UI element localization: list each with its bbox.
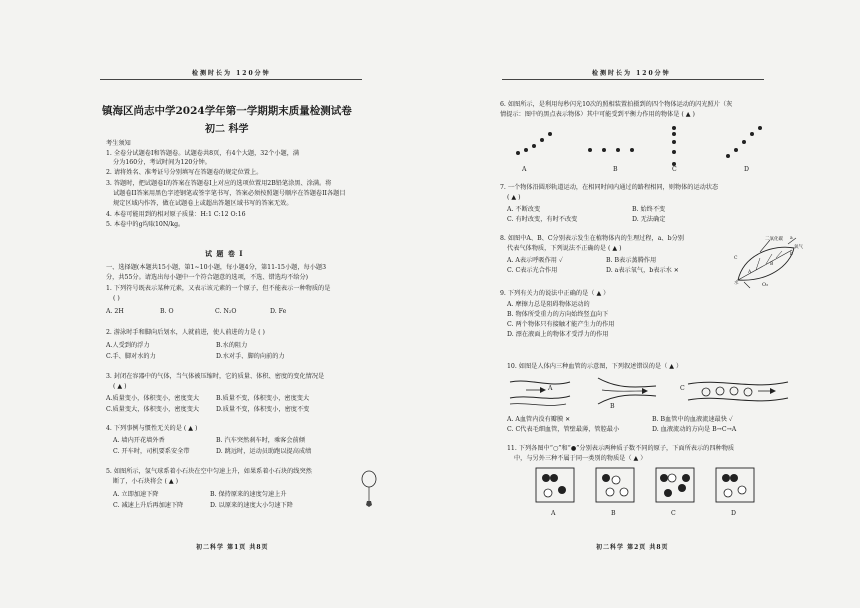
notice-line: 5. 本卷中的g均取10N/kg。 [106,221,185,228]
question-6-stem: 6. 如图所示，是利用每秒闪光10次的照相装置拍摄到的四个物体运动的闪光照片（灰 [500,101,733,108]
header-rule [100,79,362,80]
exam-title: 镇海区尚志中学2024学年第一学期期末质量检测试卷 [102,105,352,117]
question-8-stem: 代表气体物质，下列说法不正确的是 ( ▲ ) [507,245,622,252]
question-7-stem: 7. 一个物体沿圆形轨道运动，在相同时间内通过的路程相同，则物体的运动状态 [500,184,719,191]
figure-label: O₂ [762,282,769,288]
exam-subtitle: 初二 科学 [205,124,249,135]
figure-label: b [790,252,793,257]
figure-label: D [744,166,749,173]
figure-label: C [680,385,685,392]
figure-label: B [613,166,618,173]
section-intro: 一、选择题(本题共15小题，第1~10小题，每小题4分，第11-15小题，每小题3 [106,264,327,271]
notice-line: 规定区域内作答，做在试题卷上或超出答题区域书写的答案无效。 [113,200,293,207]
option-b: B. B表示蒸腾作用 [606,257,657,264]
option-a: A. 不断改变 [507,206,541,213]
question-2-stem: 2. 游泳时手和脚向后划水，人就前进，使人前进的力是 ( ) [106,329,265,336]
question-3-stem: 3. 封闭在容器中的气体，当气体被压缩时，它的质量、体积、密度的变化情况是 [106,373,325,380]
question-11-stem: 中，与另外三种不属于同一类别的物质是（ ▲ ） [514,455,647,462]
figure-label: A [522,166,527,173]
option-d: D. 跳远时，运动员助跑以提高成绩 [216,448,312,455]
section-title: 试 题 卷 I [205,249,244,258]
notice-heading: 考生须知 [106,140,131,147]
figure-label: B [611,510,616,517]
figure-label: a [790,236,793,241]
notice-line: 3. 答题时，把试题卷I的答案在答题卷I上对应的选项位置用2B铅笔涂黑、涂满。将 [106,180,332,187]
balloon-stone-figure [356,470,382,510]
option-d: D. 无法确定 [632,216,666,223]
option-a: A. A表示呼吸作用 ✓ [507,257,563,264]
option-a: A. 2H [106,308,124,315]
option-d: D. Fe [270,308,287,315]
option-c: C.手、脚对水的力 [106,353,156,360]
question-7-stem: ( ▲ ) [507,194,521,201]
option-d: D.质量不变，体积变小，密度不变 [216,406,310,413]
figure-label: B [610,403,615,410]
option-b: B. 始终不变 [632,206,666,213]
option-b: B.质量不变，体积变小，密度变大 [216,395,310,402]
figure-label: 二氧化碳 [765,237,783,242]
notice-line: 1. 全卷分试题卷I和答题卷。试题卷共8页，有4个大题，32个小题，满 [106,150,300,157]
notice-line: 分为160分，考试时间为120分钟。 [113,159,211,166]
figure-label: C [672,166,677,173]
question-8-stem: 8. 如图中A、B、C分别表示发生在植物体内的生理过程，a、b分别 [500,235,684,242]
page-2 [430,0,860,608]
option-a: A.质量变小，体积变小，密度变大 [106,395,200,402]
figure-label: 氧气 [794,245,803,250]
figure-label: C [671,510,676,517]
option-a: A. A血管内没有瓣膜 ✕ [507,416,571,423]
option-a: A. 墙内开花墙外香 [113,437,165,444]
question-5-stem: 5. 如图所示，氢气球系着小石块在空中匀速上升，如果系着小石块的线突然 [106,468,312,475]
option-b: B. 汽车突然刹车时，乘客会前倾 [216,437,305,444]
question-4-stem: 4. 下列事例与惯性无关的是 ( ▲ ) [106,425,198,432]
notice-line: 试题卷II答案用黑色字迹钢笔或签字笔书写，答案必须按照题号顺序在答题卷II各题目 [113,190,346,197]
option-d: D. 以原来的速度大小匀速下降 [210,502,293,509]
option-d: D. a表示氧气，b表示水 ✕ [606,267,679,274]
option-b: B. B血管中的血液流速最快 ✓ [652,416,733,423]
option-c: C. 有时改变，有时不改变 [507,216,578,223]
option-d: D. 漂在液面上的物体才受浮力的作用 [507,331,609,338]
option-a: A. 摩擦力总是阻碍物体运动的 [507,301,590,308]
option-a: A.人受到的浮力 [106,342,150,349]
option-b: B.水的阻力 [216,342,248,349]
option-c: C. C表示光合作用 [507,267,558,274]
figure-label: A [548,385,553,392]
flash-photo-figure [512,120,772,172]
answer-mark: ( ▲ ) [113,383,127,390]
notice-line: 2. 请将姓名、准考证号分别填写在答题卷的规定位置上。 [106,169,263,176]
question-1-stem: 1. 下列符号既表示某种元素，又表示该元素的一个原子，但不能表示一种物质的是 [106,285,331,292]
option-c: C. 减速上升后再加速下降 [113,502,184,509]
option-c: C. N₂O [215,308,237,315]
question-9-stem: 9. 下列有关力的说法中正确的是（ ▲ ） [500,290,610,297]
molecule-figure [534,466,774,506]
question-6-stem: 情提示：图中的黑点表示物体）其中可能受到平衡力作用的物体是 ( ▲ ) [500,111,695,118]
question-10-stem: 10. 如图是人体内三种血管的示意图，下列叙述错误的是（ ▲ ） [507,363,683,370]
option-a: A. 立即加速下降 [113,491,159,498]
option-b: B. O [160,308,174,315]
figure-label: A [551,510,556,517]
option-c: C.质量变大，体积变小，密度变大 [106,406,200,413]
option-d: D.水对手、脚的向前的力 [216,353,285,360]
header-rule [502,79,764,80]
option-b: B. 保持原来的速度匀速上升 [210,491,287,498]
page-footer: 初二科学 第2页 共8页 [596,544,669,551]
option-d: D. 血液流动的方向是 B→C→A [652,426,737,433]
question-1-stem: ( ) [113,295,120,302]
figure-label: B [770,262,774,267]
figure-label: C [734,256,738,261]
option-c: C. 两个物体只有接触才能产生力的作用 [507,321,615,328]
question-11-stem: 11. 下列各图中“○”和“●”分别表示两种质子数不同的原子，下面所表示的四种物质 [507,445,735,452]
option-b: B. 物体所受重力的方向始终竖直向下 [507,311,609,318]
page-footer: 初二科学 第1页 共8页 [196,544,269,551]
page-header: 检测时长为 120分钟 [592,70,671,77]
notice-line: 4. 本卷可能用到的相对原子质量：H:1 C:12 O:16 [106,211,246,218]
figure-label: D [731,510,736,517]
question-5-stem: 断了，小石块将会 ( ▲ ) [113,478,178,485]
section-intro: 分，共55分。请选出每小题中一个符合题意的选项，不选、错选均不给分) [106,274,309,281]
figure-label: A [748,270,752,275]
page-header: 检测时长为 120分钟 [192,70,271,77]
option-c: C. 开车时，司机要系安全带 [113,448,190,455]
figure-label: 水 [734,281,739,286]
option-c: C. C代表毛细血管，管壁最薄，管腔最小 [507,426,620,433]
